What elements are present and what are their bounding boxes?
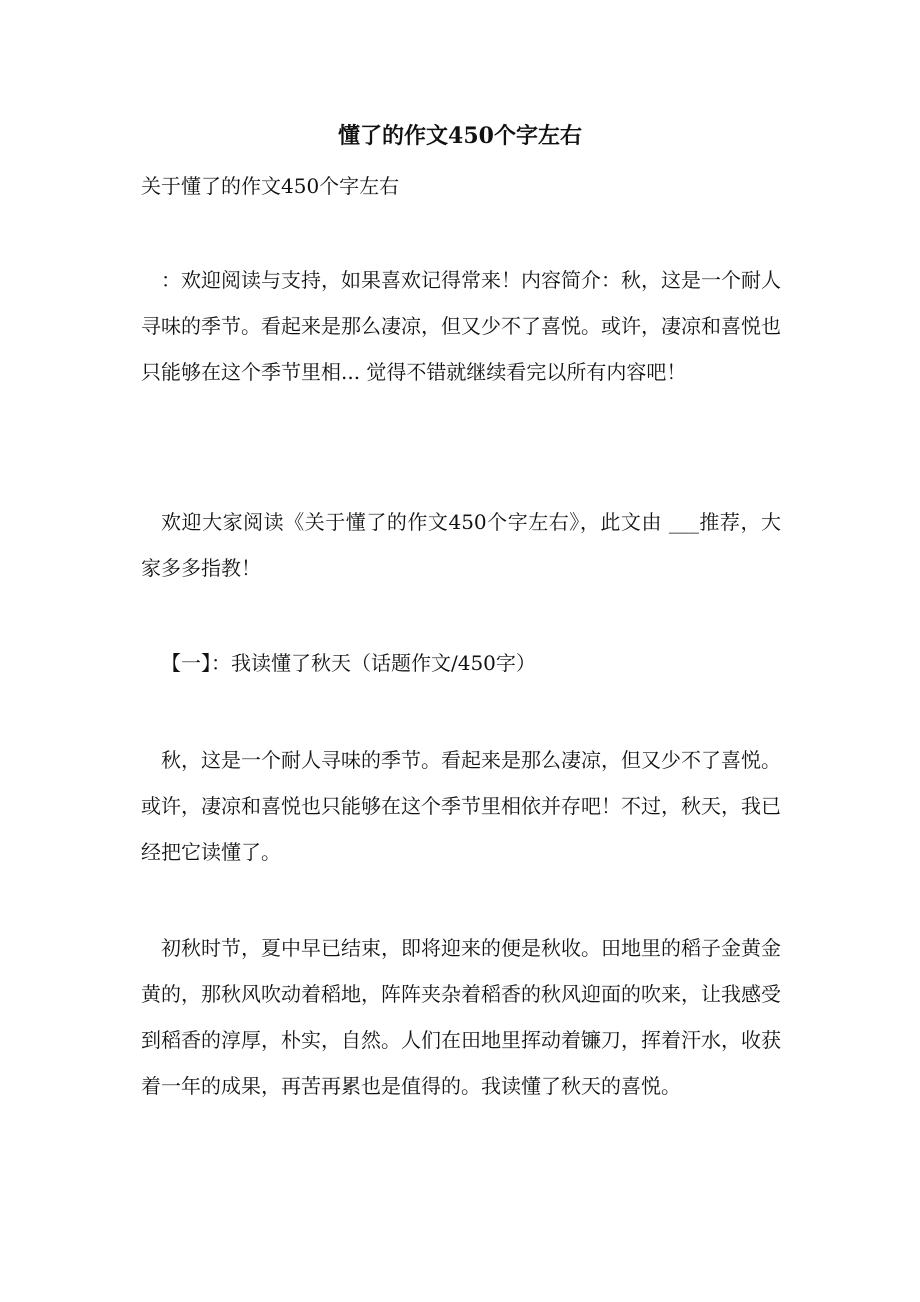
welcome-paragraph: 欢迎大家阅读《关于懂了的作文450个字左右》，此文由 ___推荐，大家多多指教！ xyxy=(141,510,781,580)
document-subtitle: 关于懂了的作文450个字左右 xyxy=(141,174,400,198)
section-heading: 【一】：我读懂了秋天（话题作文/450字） xyxy=(161,651,536,675)
intro-paragraph: ：欢迎阅读与支持，如果喜欢记得常来！内容简介：秋，这是一个耐人寻味的季节。看起来是那么凄凉，但又少不了喜悦。或许，凄凉和喜悦也只能够在这个季节里相... 觉得不错就继续看完以所有内容吧！ xyxy=(141,268,781,384)
body-paragraph: 初秋时节，夏中早已结束，即将迎来的便是秋收。田地里的稻子金黄金黄的，那秋风吹动着稻地，阵阵夹杂着稻香的秋风迎面的吹来，让我感受到稻香的淳厚，朴实，自然。人们在田地里挥动着镰刀，挥着汗水，收获着一年的成果，再苦再累也是值得的。我读懂了秋天的喜悦。 xyxy=(141,936,781,1098)
body-paragraph: 秋，这是一个耐人寻味的季节。看起来是那么凄凉，但又少不了喜悦。或许，凄凉和喜悦也只能够在这个季节里相依并存吧！不过，秋天，我已经把它读懂了。 xyxy=(141,748,781,864)
document-title: 懂了的作文450个字左右 xyxy=(338,123,582,149)
